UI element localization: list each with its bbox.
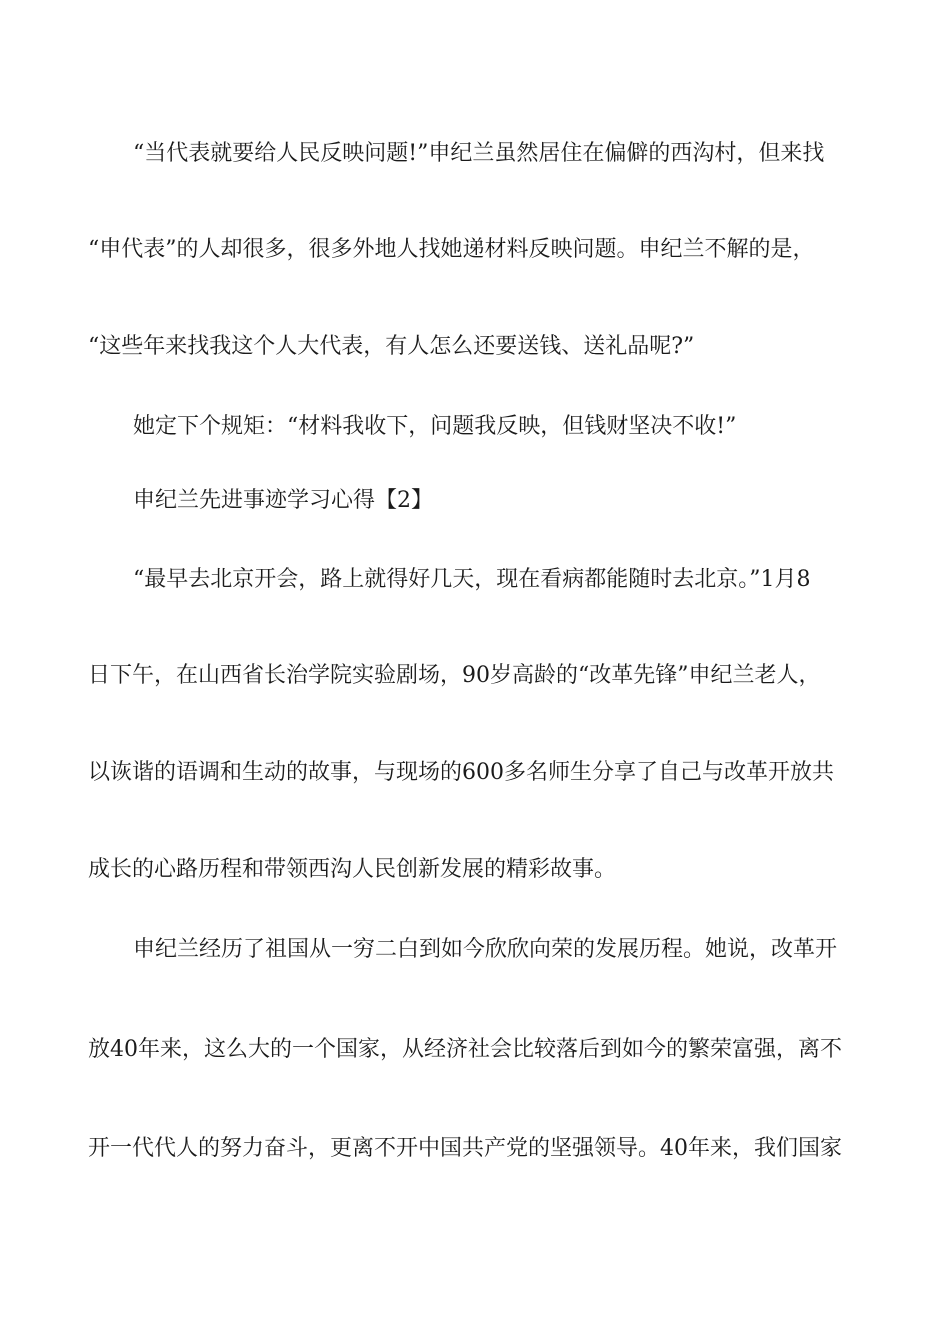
section-heading: 申纪兰先进事迹学习心得【2】 — [133, 488, 433, 513]
text-line-7: 日下午，在山西省长治学院实验剧场，90岁高龄的“改革先锋”申纪兰老人， — [88, 663, 821, 688]
text-line-11: 放40年来，这么大的一个国家，从经济社会比较落后到如今的繁荣富强，离不 — [88, 1037, 842, 1062]
text-line-8: 以诙谐的语调和生动的故事，与现场的600多名师生分享了自己与改革开放共 — [88, 760, 834, 785]
text-line-10: 申纪兰经历了祖国从一穷二白到如今欣欣向荣的发展历程。她说，改革开 — [133, 937, 838, 962]
text-line-9: 成长的心路历程和带领西沟人民创新发展的精彩故事。 — [88, 857, 617, 882]
text-line-4: 她定下个规矩：“材料我收下，问题我反映，但钱财坚决不收!” — [133, 414, 737, 439]
text-line-12: 开一代代人的努力奋斗，更离不开中国共产党的坚强领导。40年来，我们国家 — [88, 1136, 842, 1161]
text-line-1: “当代表就要给人民反映问题!”申纪兰虽然居住在偏僻的西沟村，但来找 — [133, 141, 825, 166]
text-line-6: “最早去北京开会，路上就得好几天，现在看病都能随时去北京。”1月8 — [133, 567, 811, 592]
text-line-3: “这些年来找我这个人大代表，有人怎么还要送钱、送礼品呢?” — [88, 334, 695, 359]
text-line-2: “申代表”的人却很多，很多外地人找她递材料反映问题。申纪兰不解的是， — [88, 237, 815, 262]
